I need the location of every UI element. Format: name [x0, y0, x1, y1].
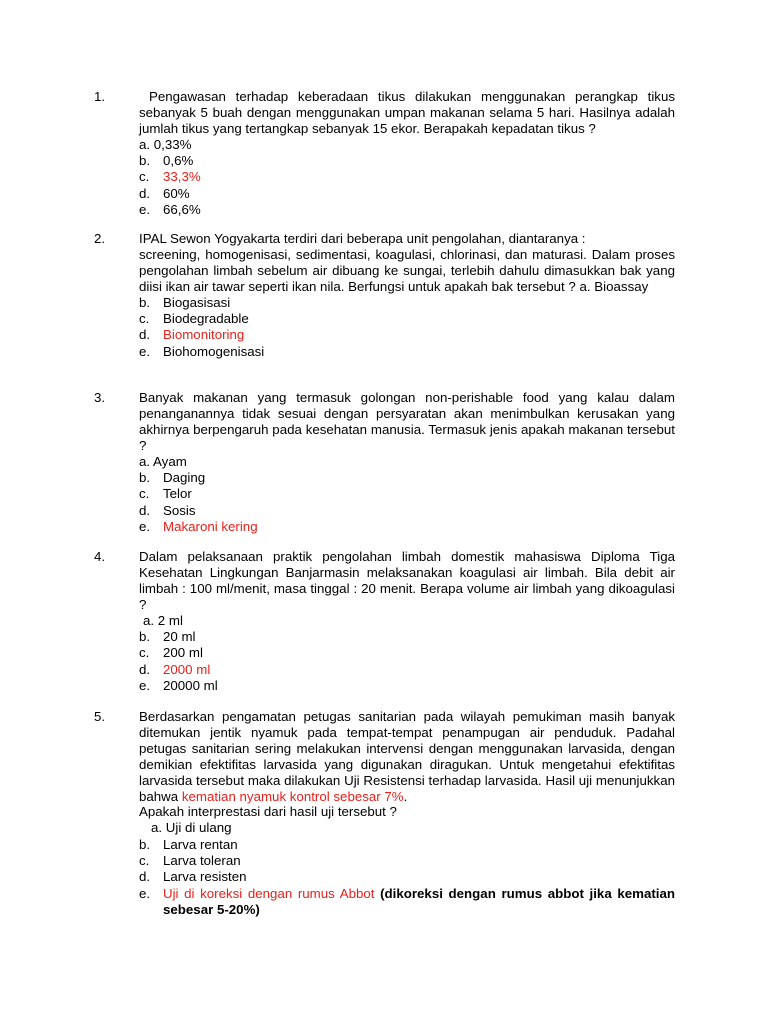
option-c: c. Larva toleran	[139, 852, 241, 868]
option-a: a. Uji di ulang	[151, 820, 232, 836]
question-body	[139, 390, 675, 535]
question-body	[139, 231, 675, 360]
correct-answer: 33,3%	[163, 169, 201, 185]
option-b: b. Larva rentan	[139, 836, 238, 852]
option-e: e. 66,6%	[139, 201, 201, 217]
option-d: d. Biomonitoring	[139, 327, 245, 343]
correct-answer: Makaroni kering	[163, 518, 258, 534]
option-d: d. 2000 ml	[139, 661, 211, 677]
option-c: c. Telor	[139, 486, 192, 502]
correct-answer: Uji di koreksi dengan rumus Abbot	[163, 885, 375, 901]
option-c: c. 33,3%	[139, 169, 201, 185]
question-number: 1.	[94, 89, 106, 104]
option-d: d. 60%	[139, 185, 190, 201]
question-text: Banyak makanan yang termasuk golongan non-perishable food yang kalau dalam penanganannya tidak sesuai dengan persyaratan akan menimbulkan kerusakan yang akhirnya berpengaruh pada kesehatan manusia. Termasuk jenis apakah makanan tersebut ?	[139, 390, 675, 453]
option-a: a. 2 ml	[143, 612, 183, 628]
highlighted-text: kematian nyamuk kontrol sebesar 7%	[181, 788, 404, 804]
question-number: 5.	[94, 709, 106, 724]
correct-answer: Biomonitoring	[163, 327, 245, 343]
option-c: c. 200 ml	[139, 645, 203, 661]
option-e: e. Biohomogenisasi	[139, 343, 265, 359]
question-text-continued: screening, homogenisasi, sedimentasi, koagulasi, chlorinasi, dan maturasi. Dalam proses pengolahan limbah sebelum air dibuang ke sungai, terlebih dahulu dimasukkan bak yang diisi ikan air tawar seperti ikan nila. Berfungsi untuk apakah bak tersebut ? a. Bioassay	[139, 246, 675, 294]
option-e: e. Makaroni kering	[139, 518, 258, 534]
option-d: d. Sosis	[139, 502, 196, 518]
question-text: Berdasarkan pengamatan petugas sanitarian pada wilayah pemukiman masih banyak ditemukan jentik nyamuk pada tempat-tempat penampugan air penduduk. Padahal petugas sanitarian sering melakukan intervensi dengan menggunakan larvasida, dengan demikian efektifitas larvasida yang digunakan diragukan. Untuk mengetahui efektifitas larvasida tersebut maka dilakukan Uji Resistensi terhadap larvasida. Hasil uji menunjukkan bahwa kematian nyamuk kontrol sebesar 7%.	[139, 709, 675, 804]
option-d: d. Larva resisten	[139, 869, 247, 885]
question-body	[139, 89, 675, 218]
question-text: Pengawasan terhadap keberadaan tikus dilakukan menggunakan perangkap tikus sebanyak 5 buah dengan menggunakan umpan makanan selama 5 hari. Hasilnya adalah jumlah tikus yang tertangkap sebanyak 15 ekor. Berapakah kepadatan tikus ?	[139, 89, 675, 136]
question-text: Dalam pelaksanaan praktik pengolahan limbah domestik mahasiswa Diploma Tiga Kesehatan Lingkungan Banjarmasin melaksanakan koagulasi air limbah. Bila debit air limbah : 100 ml/menit, masa tinggal : 20 menit. Berapa volume air limbah yang dikoagulasi ?	[139, 549, 675, 612]
option-b: b. Biogasisasi	[139, 294, 231, 310]
question-text: IPAL Sewon Yogyakarta terdiri dari beberapa unit pengolahan, diantaranya :	[139, 231, 586, 246]
answer-note: (dikoreksi dengan rumus abbot jika kematian sebesar 5-20%)	[163, 885, 675, 917]
question-number: 4.	[94, 549, 106, 564]
correct-answer: 2000 ml	[163, 661, 211, 677]
option-b: b. Daging	[139, 469, 206, 485]
option-a: a. 0,33%	[139, 136, 192, 152]
option-a: a. Ayam	[139, 453, 187, 469]
option-b: b. 20 ml	[139, 628, 196, 644]
option-c: c. Biodegradable	[139, 310, 249, 326]
option-e: e. 20000 ml	[139, 677, 218, 693]
option-b: b. 0,6%	[139, 153, 194, 169]
question-prompt: Apakah interprestasi dari hasil uji tersebut ?	[139, 804, 397, 820]
question-body	[139, 549, 675, 694]
option-e: e. Uji di koreksi dengan rumus Abbot (dikoreksi dengan rumus abbot jika kematian sebesar 5-20%)	[139, 885, 675, 917]
question-body	[139, 709, 675, 917]
question-number: 2.	[94, 231, 106, 246]
question-number: 3.	[94, 390, 106, 405]
